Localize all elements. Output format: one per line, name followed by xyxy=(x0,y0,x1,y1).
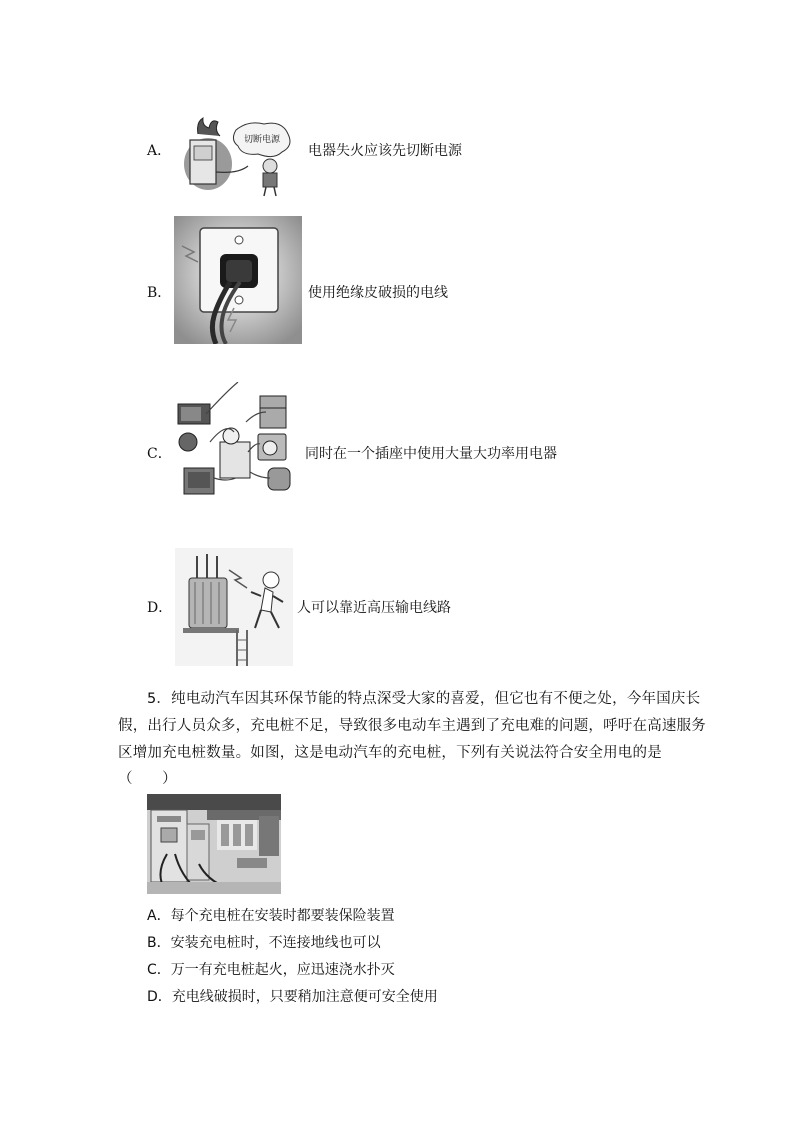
choice-b: B．安装充电桩时，不连接地线也可以 xyxy=(147,935,381,951)
choice-d: D．充电线破损时，只要稍加注意便可安全使用 xyxy=(147,989,438,1005)
overloaded-socket-illustration xyxy=(176,382,300,500)
choice-a: A．每个充电桩在安装时都要装保险装置 xyxy=(147,908,395,924)
fire-appliance-illustration xyxy=(178,112,296,198)
damaged-wire-socket-illustration xyxy=(174,216,302,344)
svg-text:切断电源: 切断电源 xyxy=(244,135,281,145)
option-c-text: 同时在一个插座中使用大量大功率用电器 xyxy=(305,446,557,462)
question-5-answer-blank: （ ） xyxy=(118,771,177,787)
question-5-line-3: 区增加充电桩数量。如图，这是电动汽车的充电桩，下列有关说法符合安全用电的是 xyxy=(118,745,662,761)
option-a-text: 电器失火应该先切断电源 xyxy=(308,143,462,159)
choice-c: C．万一有充电桩起火，应迅速浇水扑灭 xyxy=(147,962,395,978)
option-b-letter: B． xyxy=(147,285,172,301)
question-5-line-2: 假，出行人员众多，充电桩不足，导致很多电动车主遇到了充电难的问题，呼吁在高速服务 xyxy=(118,718,706,734)
option-b-text: 使用绝缘皮破损的电线 xyxy=(308,285,448,301)
question-5-line-1: 5．纯电动汽车因其环保节能的特点深受大家的喜爱，但它也有不便之处，今年国庆长 xyxy=(147,691,701,707)
charging-station-photo xyxy=(147,794,281,894)
option-d-letter: D． xyxy=(147,600,173,616)
option-a-letter: A． xyxy=(147,143,172,159)
option-d-text: 人可以靠近高压输电线路 xyxy=(297,600,451,616)
high-voltage-illustration xyxy=(175,548,293,666)
option-c-letter: C． xyxy=(147,446,172,462)
